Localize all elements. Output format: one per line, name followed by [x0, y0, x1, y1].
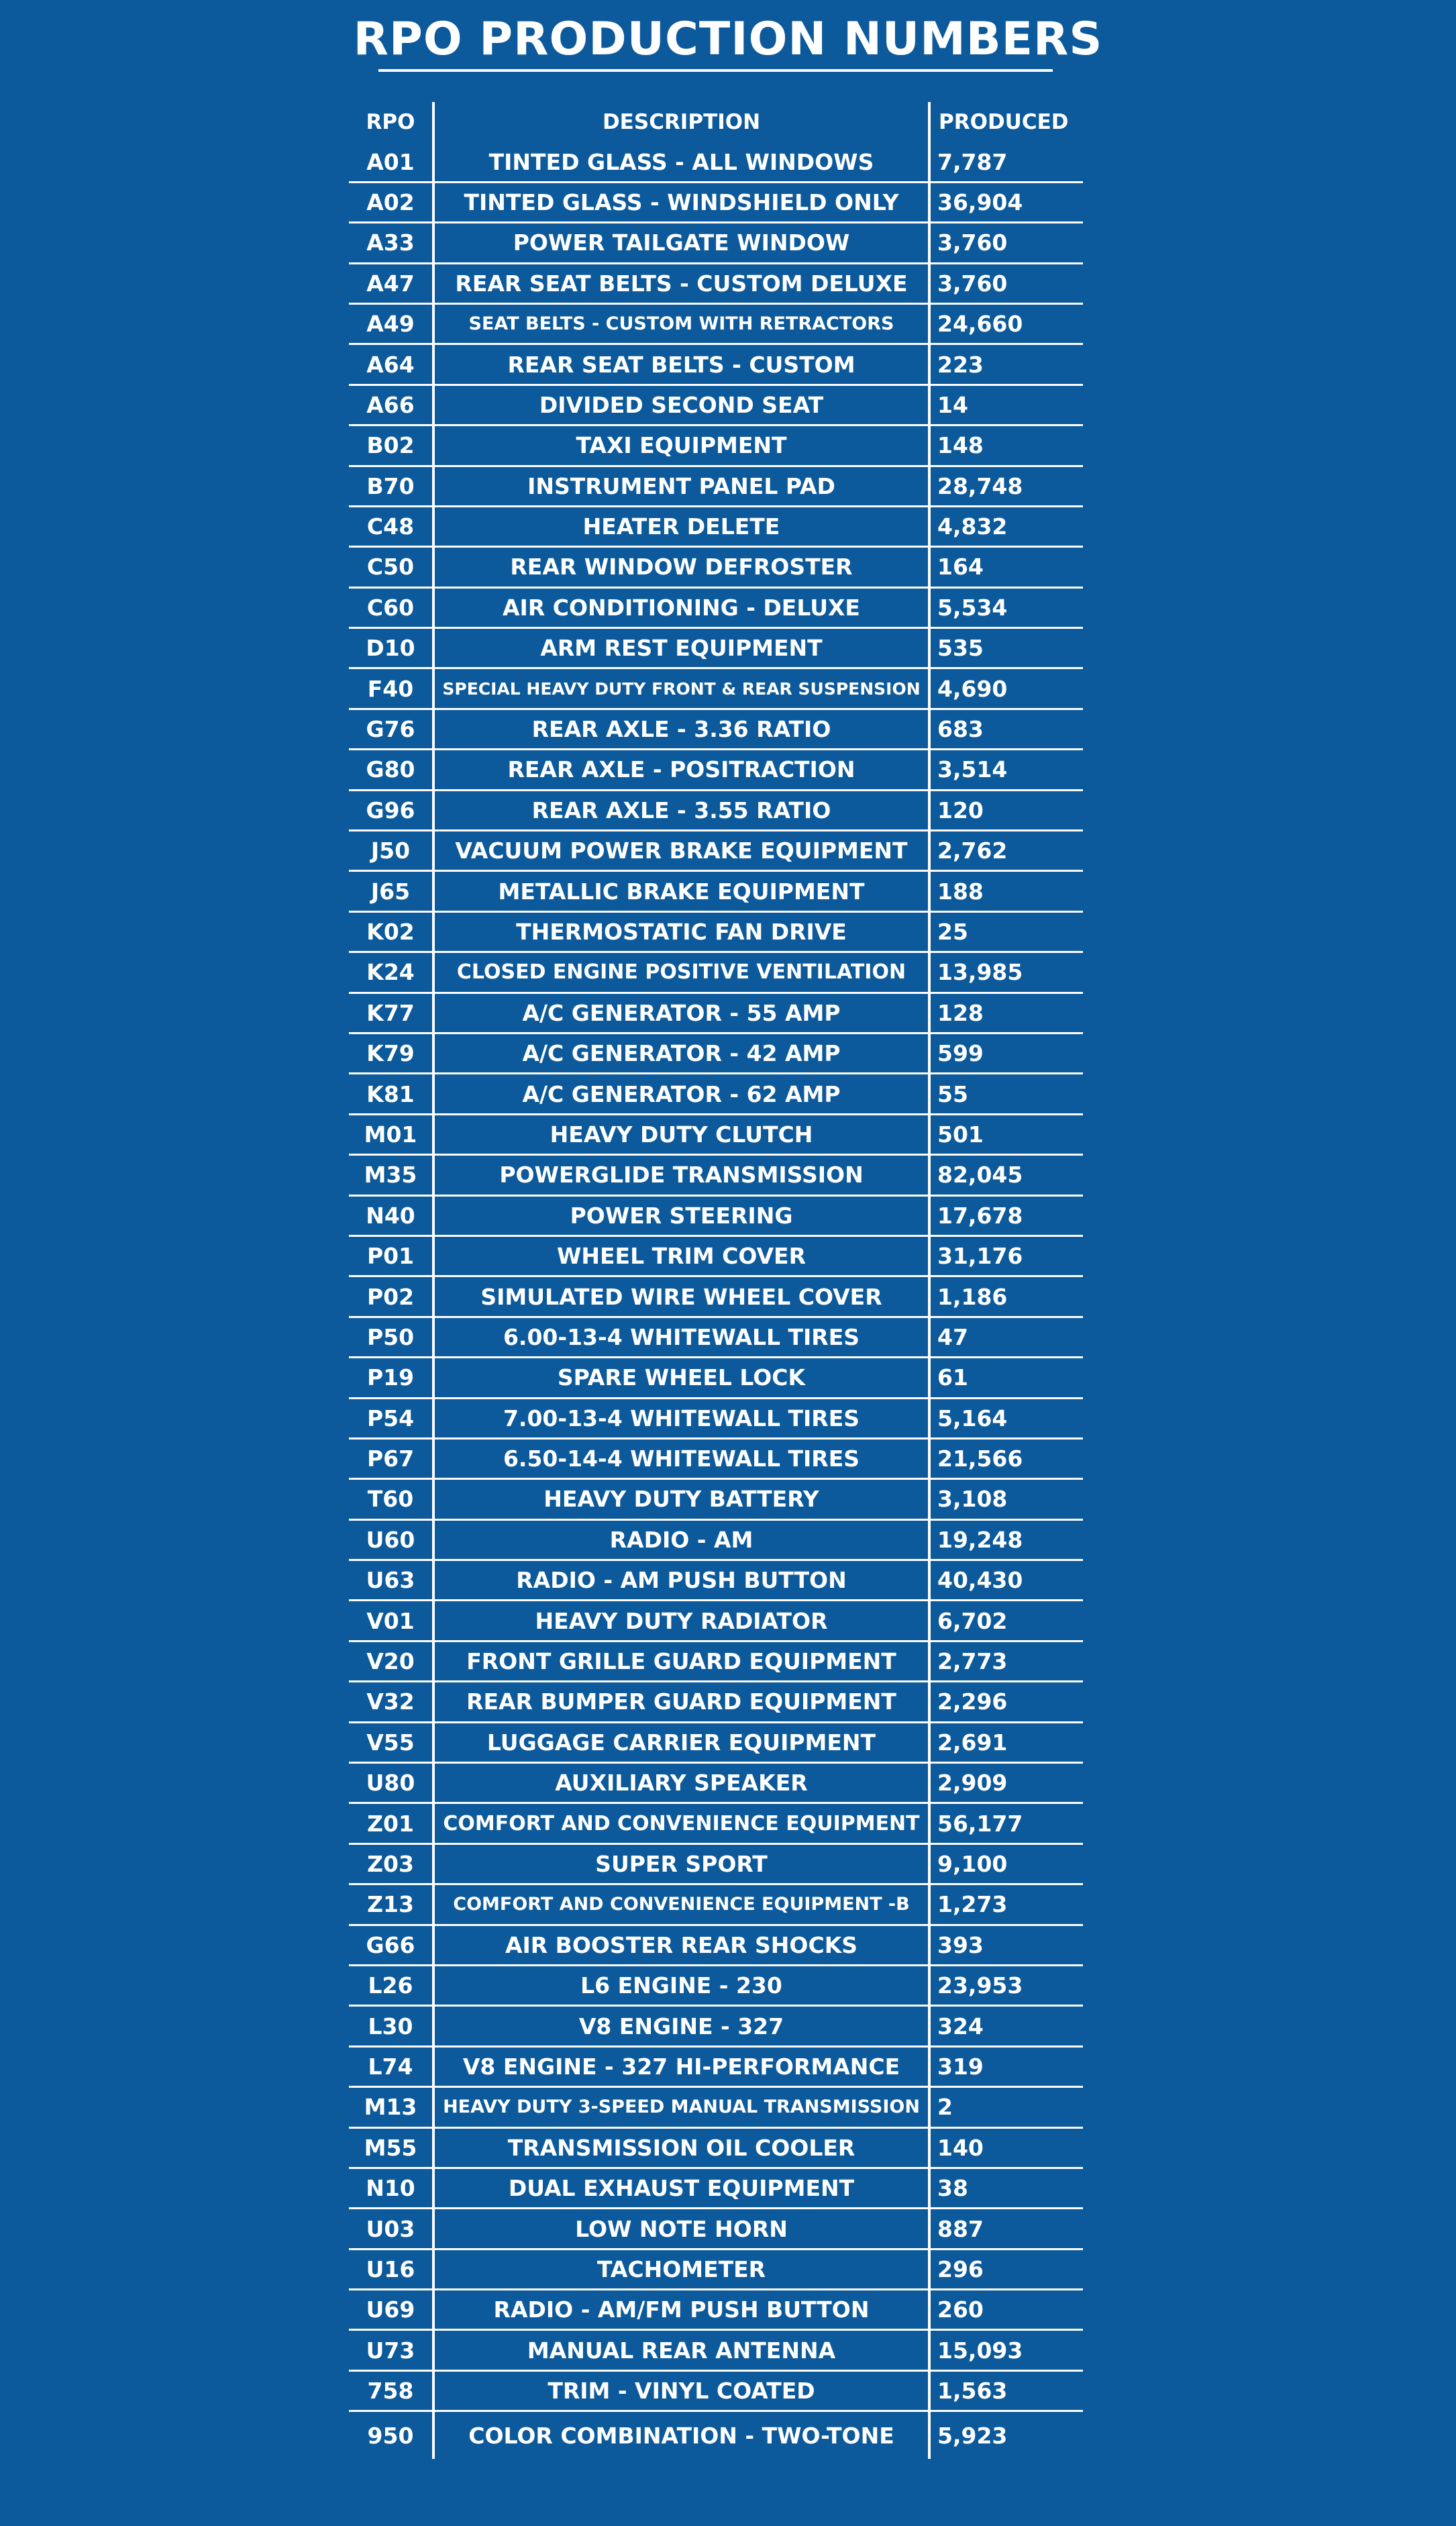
produced-count: 21,566 [937, 1446, 1023, 1472]
table-row [349, 1074, 1083, 1115]
rpo-description: TINTED GLASS - WINDSHIELD ONLY [432, 183, 931, 221]
table-row [349, 2290, 1083, 2331]
table-row [349, 1845, 1083, 1885]
rpo-code: L26 [368, 1972, 413, 1999]
rpo-description: HEATER DELETE [432, 507, 931, 546]
rpo-code: V32 [366, 1688, 415, 1715]
rpo-code: M13 [364, 2094, 417, 2121]
produced-count: 393 [937, 1931, 984, 1958]
rpo-code: G76 [366, 716, 415, 743]
rpo-description: 6.00-13-4 WHITEWALL TIRES [432, 1318, 931, 1356]
rpo-description: SPARE WHEEL LOCK [432, 1358, 931, 1397]
produced-count: 15,093 [937, 2337, 1023, 2364]
rpo-code: D10 [366, 635, 415, 662]
table-row [349, 669, 1083, 709]
produced-count: 7,787 [937, 148, 1008, 175]
rpo-code: V20 [366, 1648, 415, 1675]
rpo-description: SUPER SPORT [432, 1845, 931, 1883]
produced-count: 501 [937, 1121, 984, 1148]
rpo-description: AIR CONDITIONING - DELUXE [432, 589, 931, 627]
rpo-code: P19 [366, 1364, 415, 1391]
produced-count: 324 [937, 2013, 984, 2039]
rpo-code: C48 [366, 513, 415, 540]
rpo-code: B02 [366, 432, 415, 459]
rpo-code: L74 [368, 2053, 413, 2080]
rpo-description: REAR SEAT BELTS - CUSTOM [432, 345, 931, 383]
produced-count: 9,100 [937, 1850, 1008, 1877]
table-row [349, 913, 1083, 953]
table-row [349, 953, 1083, 993]
table-row [349, 1115, 1083, 1156]
rpo-description: COLOR COMBINATION - TWO-TONE [432, 2412, 931, 2459]
rpo-description: REAR AXLE - 3.36 RATIO [432, 710, 931, 748]
table-row [349, 629, 1083, 669]
table-row [349, 305, 1083, 345]
table-row [349, 1682, 1083, 1723]
produced-count: 2,909 [937, 1770, 1008, 1797]
table-row [349, 1561, 1083, 1601]
rpo-code: U63 [366, 1567, 415, 1594]
rpo-code: C60 [366, 594, 415, 621]
table-row [349, 2250, 1083, 2290]
produced-count: 38 [937, 2175, 968, 2202]
rpo-code: K24 [366, 959, 415, 986]
produced-count: 3,760 [937, 230, 1008, 256]
rpo-code: U03 [366, 2215, 415, 2242]
rpo-code: T60 [367, 1486, 414, 1513]
table-row [349, 2209, 1083, 2250]
rpo-code: A47 [366, 270, 415, 297]
rpo-code: G96 [366, 797, 415, 823]
rpo-code: V01 [366, 1607, 415, 1634]
rpo-code: K81 [366, 1080, 415, 1107]
rpo-description: CLOSED ENGINE POSITIVE VENTILATION [432, 953, 931, 991]
produced-count: 55 [937, 1080, 968, 1107]
rpo-description: INSTRUMENT PANEL PAD [432, 467, 931, 505]
rpo-description: POWER TAILGATE WINDOW [432, 223, 931, 262]
rpo-code: B70 [366, 472, 415, 499]
rpo-description: SEAT BELTS - CUSTOM WITH RETRACTORS [432, 305, 931, 343]
table-row [349, 1480, 1083, 1520]
rpo-description: METALLIC BRAKE EQUIPMENT [432, 872, 931, 910]
rpo-description: 6.50-14-4 WHITEWALL TIRES [432, 1439, 931, 1478]
produced-count: 40,430 [937, 1567, 1023, 1594]
rpo-code: J65 [370, 878, 411, 905]
title-underline [378, 69, 1053, 72]
rpo-description: V8 ENGINE - 327 HI-PERFORMANCE [432, 2048, 931, 2086]
produced-count: 599 [937, 1040, 984, 1067]
rpo-code: U73 [366, 2337, 415, 2364]
table-row [349, 223, 1083, 264]
produced-count: 188 [937, 878, 984, 905]
produced-count: 23,953 [937, 1972, 1023, 1999]
rpo-code: V55 [366, 1729, 415, 1756]
table-row [349, 183, 1083, 223]
rpo-code: J50 [370, 838, 411, 864]
table-row [349, 2048, 1083, 2088]
rpo-code: U80 [366, 1770, 415, 1797]
produced-count: 1,563 [937, 2378, 1008, 2405]
rpo-code: C50 [366, 554, 415, 580]
produced-count: 82,045 [937, 1162, 1023, 1189]
produced-count: 24,660 [937, 311, 1023, 338]
rpo-description: SPECIAL HEAVY DUTY FRONT & REAR SUSPENSION [432, 669, 931, 707]
table-row [349, 994, 1083, 1034]
table-row [349, 1926, 1083, 1966]
rpo-description: TRANSMISSION OIL COOLER [432, 2129, 931, 2167]
table-row [349, 1601, 1083, 1641]
produced-count: 2,773 [937, 1648, 1008, 1675]
produced-count: 36,904 [937, 189, 1023, 215]
produced-count: 13,985 [937, 959, 1023, 986]
rpo-description: COMFORT AND CONVENIENCE EQUIPMENT -B [432, 1885, 931, 1923]
produced-count: 31,176 [937, 1243, 1023, 1270]
table-row [349, 2007, 1083, 2047]
produced-count: 25 [937, 919, 968, 945]
rpo-code: U16 [366, 2256, 415, 2282]
rpo-description: RADIO - AM [432, 1521, 931, 1559]
table-row [349, 589, 1083, 629]
rpo-code: P50 [366, 1323, 415, 1350]
rpo-description: V8 ENGINE - 327 [432, 2007, 931, 2045]
rpo-description: VACUUM POWER BRAKE EQUIPMENT [432, 831, 931, 870]
rpo-code: Z01 [367, 1810, 414, 1837]
rpo-description: TINTED GLASS - ALL WINDOWS [432, 142, 931, 181]
rpo-description: WHEEL TRIM COVER [432, 1237, 931, 1275]
rpo-code: P01 [366, 1243, 415, 1270]
produced-count: 19,248 [937, 1526, 1023, 1553]
table-header-row [349, 102, 1083, 142]
rpo-description: HEAVY DUTY 3-SPEED MANUAL TRANSMISSION [432, 2088, 931, 2126]
rpo-code: A64 [366, 351, 415, 378]
table-row [349, 386, 1083, 426]
rpo-description: 7.00-13-4 WHITEWALL TIRES [432, 1399, 931, 1437]
rpo-description: DUAL EXHAUST EQUIPMENT [432, 2169, 931, 2207]
rpo-description: AUXILIARY SPEAKER [432, 1764, 931, 1802]
produced-count: 3,760 [937, 270, 1008, 297]
produced-count: 296 [937, 2256, 984, 2282]
table-row [349, 1439, 1083, 1480]
produced-count: 140 [937, 2134, 984, 2161]
rpo-code: A02 [366, 189, 415, 215]
produced-count: 120 [937, 797, 984, 823]
rpo-description: HEAVY DUTY RADIATOR [432, 1601, 931, 1639]
produced-count: 2,691 [937, 1729, 1008, 1756]
rpo-code: A49 [366, 311, 415, 338]
produced-count: 164 [937, 554, 984, 580]
produced-count: 1,186 [937, 1283, 1008, 1310]
table-row [349, 1399, 1083, 1439]
produced-count: 4,690 [937, 675, 1008, 702]
produced-count: 887 [937, 2215, 984, 2242]
rpo-code: K77 [366, 999, 415, 1026]
produced-count: 5,534 [937, 594, 1008, 621]
rpo-description: COMFORT AND CONVENIENCE EQUIPMENT [432, 1804, 931, 1842]
produced-count: 683 [937, 716, 984, 743]
produced-count: 3,108 [937, 1486, 1008, 1513]
table-row [349, 2412, 1083, 2459]
rpo-description: AIR BOOSTER REAR SHOCKS [432, 1926, 931, 1964]
table-row [349, 1197, 1083, 1237]
rpo-code: G80 [366, 756, 415, 783]
table-row [349, 831, 1083, 872]
rpo-code: N10 [366, 2175, 415, 2202]
produced-count: 2 [937, 2094, 953, 2121]
rpo-description: HEAVY DUTY CLUTCH [432, 1115, 931, 1154]
produced-count: 56,177 [937, 1810, 1023, 1837]
table-body [349, 142, 1083, 2459]
table-row [349, 750, 1083, 791]
rpo-description: FRONT GRILLE GUARD EQUIPMENT [432, 1642, 931, 1680]
rpo-description: TRIM - VINYL COATED [432, 2372, 931, 2410]
rpo-code: P02 [366, 1283, 415, 1310]
rpo-description: RADIO - AM/FM PUSH BUTTON [432, 2290, 931, 2329]
rpo-description: DIVIDED SECOND SEAT [432, 386, 931, 424]
page-title: RPO PRODUCTION NUMBERS [353, 13, 1103, 66]
rpo-description: A/C GENERATOR - 42 AMP [432, 1034, 931, 1072]
rpo-code: M01 [364, 1121, 417, 1148]
table-row [349, 2331, 1083, 2371]
table-row [349, 264, 1083, 305]
table-row [349, 710, 1083, 750]
rpo-description: A/C GENERATOR - 55 AMP [432, 994, 931, 1032]
table-row [349, 2088, 1083, 2128]
rpo-code: U60 [366, 1526, 415, 1553]
produced-count: 3,514 [937, 756, 1008, 783]
produced-count: 260 [937, 2296, 984, 2323]
rpo-description: HEAVY DUTY BATTERY [432, 1480, 931, 1518]
table-row [349, 142, 1083, 183]
produced-count: 1,273 [937, 1891, 1008, 1918]
table-row [349, 872, 1083, 912]
produced-count: 6,702 [937, 1607, 1008, 1634]
rpo-code: L30 [368, 2013, 413, 2039]
table-row [349, 1318, 1083, 1358]
table-row [349, 2129, 1083, 2169]
table-row [349, 548, 1083, 588]
produced-count: 2,762 [937, 838, 1008, 864]
rpo-code: K02 [366, 919, 415, 945]
rpo-code: A66 [366, 391, 415, 418]
produced-count: 319 [937, 2053, 984, 2080]
produced-count: 148 [937, 432, 984, 459]
rpo-code: Z13 [367, 1891, 414, 1918]
rpo-code: A01 [366, 148, 415, 175]
rpo-description: REAR BUMPER GUARD EQUIPMENT [432, 1682, 931, 1721]
table-row [349, 345, 1083, 385]
rpo-code: P54 [366, 1405, 415, 1431]
rpo-description: REAR WINDOW DEFROSTER [432, 548, 931, 586]
rpo-description: REAR AXLE - 3.55 RATIO [432, 791, 931, 829]
rpo-description: THERMOSTATIC FAN DRIVE [432, 913, 931, 951]
table-row [349, 1885, 1083, 1925]
table-row [349, 507, 1083, 548]
produced-count: 5,164 [937, 1405, 1008, 1431]
table-row [349, 2372, 1083, 2412]
rpo-code: G66 [366, 1931, 415, 1958]
rpo-description: MANUAL REAR ANTENNA [432, 2331, 931, 2369]
table-row [349, 1034, 1083, 1074]
rpo-description: RADIO - AM PUSH BUTTON [432, 1561, 931, 1599]
produced-count: 47 [937, 1323, 968, 1350]
rpo-description: ARM REST EQUIPMENT [432, 629, 931, 667]
rpo-description: POWER STEERING [432, 1197, 931, 1235]
header-description: DESCRIPTION [432, 102, 931, 142]
produced-count: 223 [937, 351, 984, 378]
rpo-code: U69 [366, 2296, 415, 2323]
rpo-description: LUGGAGE CARRIER EQUIPMENT [432, 1723, 931, 1762]
rpo-table [349, 102, 1083, 2459]
table-row [349, 1156, 1083, 1196]
rpo-code: K79 [366, 1040, 415, 1067]
header-produced: PRODUCED [939, 110, 1069, 135]
header-rpo: RPO [366, 110, 415, 135]
rpo-description: TACHOMETER [432, 2250, 931, 2288]
table-row [349, 1277, 1083, 1317]
produced-count: 61 [937, 1364, 968, 1391]
rpo-code: M35 [364, 1162, 417, 1189]
table-row [349, 1804, 1083, 1844]
table-row [349, 467, 1083, 507]
rpo-description: REAR AXLE - POSITRACTION [432, 750, 931, 789]
rpo-code: Z03 [367, 1850, 414, 1877]
rpo-description: L6 ENGINE - 230 [432, 1966, 931, 2005]
rpo-code: P67 [366, 1446, 415, 1472]
produced-count: 5,923 [937, 2422, 1008, 2449]
table-row [349, 426, 1083, 466]
rpo-description: LOW NOTE HORN [432, 2209, 931, 2247]
rpo-description: SIMULATED WIRE WHEEL COVER [432, 1277, 931, 1315]
rpo-description: REAR SEAT BELTS - CUSTOM DELUXE [432, 264, 931, 303]
produced-count: 535 [937, 635, 984, 662]
rpo-code: 758 [367, 2378, 414, 2405]
produced-count: 14 [937, 391, 968, 418]
produced-count: 17,678 [937, 1202, 1023, 1229]
rpo-code: 950 [367, 2422, 414, 2449]
table-row [349, 1966, 1083, 2007]
table-row [349, 1521, 1083, 1561]
produced-count: 2,296 [937, 1688, 1008, 1715]
produced-count: 4,832 [937, 513, 1008, 540]
table-row [349, 2169, 1083, 2209]
rpo-code: A33 [366, 230, 415, 256]
table-row [349, 1764, 1083, 1804]
table-row [349, 1358, 1083, 1399]
rpo-code: M55 [364, 2134, 417, 2161]
table-row [349, 791, 1083, 831]
produced-count: 28,748 [937, 472, 1023, 499]
table-row [349, 1642, 1083, 1682]
produced-count: 128 [937, 999, 984, 1026]
rpo-description: TAXI EQUIPMENT [432, 426, 931, 464]
rpo-description: POWERGLIDE TRANSMISSION [432, 1156, 931, 1194]
table-row [349, 1237, 1083, 1277]
rpo-code: F40 [367, 675, 414, 702]
rpo-code: N40 [366, 1202, 415, 1229]
table-row [349, 1723, 1083, 1764]
rpo-description: A/C GENERATOR - 62 AMP [432, 1074, 931, 1113]
